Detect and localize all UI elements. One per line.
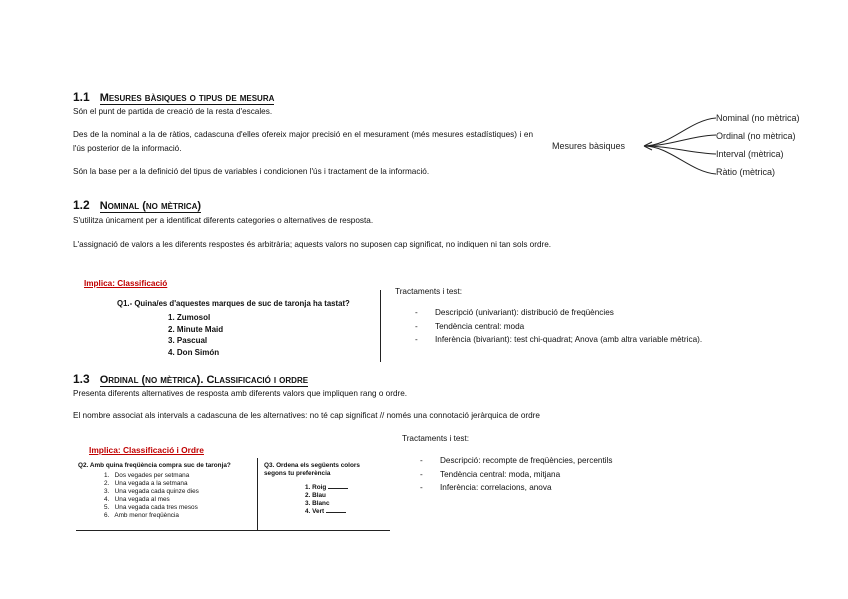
divider bbox=[380, 290, 381, 362]
question-q1: Q1.- Quina/es d'aquestes marques de suc de taronja ha tastat? bbox=[117, 299, 350, 308]
implica-label: Implica: Classificació i Ordre bbox=[89, 445, 204, 455]
list-item: - Inferència (bivariant): test chi-quadrat; Anova (amb altra variable mètrica). bbox=[415, 333, 815, 347]
treatments-title: Tractaments i test: bbox=[395, 287, 463, 296]
section-number: 1.3 bbox=[73, 372, 90, 386]
list-item: - Descripció: recompte de freqüències, percentils bbox=[420, 454, 780, 468]
question-q2: Q2. Amb quina freqüència compra suc de taronja? bbox=[78, 462, 231, 469]
section-1-2-heading bbox=[73, 198, 201, 212]
list-item: - Tendència central: moda bbox=[415, 320, 815, 334]
list-item: 2. Minute Maid bbox=[168, 324, 224, 334]
list-item: 1. Dos vegades per setmana bbox=[104, 472, 190, 479]
section-1-1-heading bbox=[73, 90, 274, 104]
diagram-brackets bbox=[640, 112, 720, 180]
paragraph: Són el punt de partida de creació de la resta d'escales. bbox=[73, 107, 273, 116]
treatments-list bbox=[420, 454, 780, 495]
options-list bbox=[168, 312, 223, 358]
diagram-branch-ordinal: Ordinal (no mètrica) bbox=[716, 131, 796, 141]
divider bbox=[76, 530, 390, 531]
list-item: 2. Blau bbox=[305, 492, 326, 499]
list-item: - Descripció (univariant): distribució de freqüències bbox=[415, 306, 815, 320]
paragraph: S'utilitza únicament per a identificat diferents categories o alternatives de resposta. bbox=[73, 216, 374, 225]
paragraph: Són la base per a la definició del tipus de variables i condicionen l'ús i tractament de la informació. bbox=[73, 167, 430, 176]
diagram-root-label: Mesures bàsiques bbox=[552, 141, 626, 151]
list-item: 4. Don Simón bbox=[168, 347, 220, 357]
list-item: - Tendència central: moda, mitjana bbox=[420, 468, 780, 482]
list-item: 1. Roig bbox=[305, 484, 348, 492]
list-item: 3. Una vegada cada quinze dies bbox=[104, 488, 199, 495]
treatments-title: Tractaments i test: bbox=[402, 434, 470, 443]
section-number: 1.1 bbox=[73, 90, 90, 104]
paragraph: L'assignació de valors a les diferents respostes és arbitrària; aquests valors no suposen cap significat, no indiquen ni tan sols ordre. bbox=[73, 240, 552, 249]
list-item: 5. Una vegada cada tres mesos bbox=[104, 504, 198, 511]
question-q3: Q3. Ordena els següents colors segons tu preferència bbox=[264, 462, 360, 477]
q3-options-list bbox=[305, 484, 348, 516]
section-title: Nominal (no mètrica) bbox=[99, 200, 202, 212]
diagram-branch-nominal: Nominal (no mètrica) bbox=[716, 113, 800, 123]
list-item: 4. Vert bbox=[305, 508, 348, 516]
section-number: 1.2 bbox=[73, 198, 90, 212]
paragraph: El nombre associat als intervals a cadascuna de les alternatives: no té cap significat // només una connotació jeràrquica de ordre bbox=[73, 411, 540, 420]
list-item: - Inferència: correlacions, anova bbox=[420, 481, 780, 495]
treatments-list bbox=[415, 306, 815, 347]
list-item: 6. Amb menor freqüència bbox=[104, 512, 179, 519]
diagram-branch-interval: Interval (mètrica) bbox=[716, 149, 784, 159]
diagram-branch-ratio: Ràtio (mètrica) bbox=[716, 167, 776, 177]
list-item: 4. Una vegada al mes bbox=[104, 496, 170, 503]
list-item: 1. Zumosol bbox=[168, 313, 211, 322]
list-item: 2. Una vegada a la setmana bbox=[104, 480, 188, 487]
section-title: Ordinal (no mètrica). Classificació i ordre bbox=[99, 374, 309, 386]
divider bbox=[257, 458, 258, 530]
list-item: 3. Blanc bbox=[305, 500, 330, 507]
section-title: Mesures bàsiques o tipus de mesura bbox=[99, 92, 275, 104]
implica-label: Implica: Classificació bbox=[84, 279, 168, 288]
paragraph: Presenta diferents alternatives de resposta amb diferents valors que impliquen rang o ordre. bbox=[73, 389, 408, 398]
list-item: 3. Pascual bbox=[168, 336, 208, 345]
section-1-3-heading bbox=[73, 372, 308, 386]
paragraph: Des de la nominal a la de ràtios, cadascuna d'elles ofereix major precisió en el mesurament (més mesures estadístiques) i en l'ús posterior de la informació. bbox=[73, 130, 533, 153]
q2-options-list bbox=[104, 472, 199, 520]
